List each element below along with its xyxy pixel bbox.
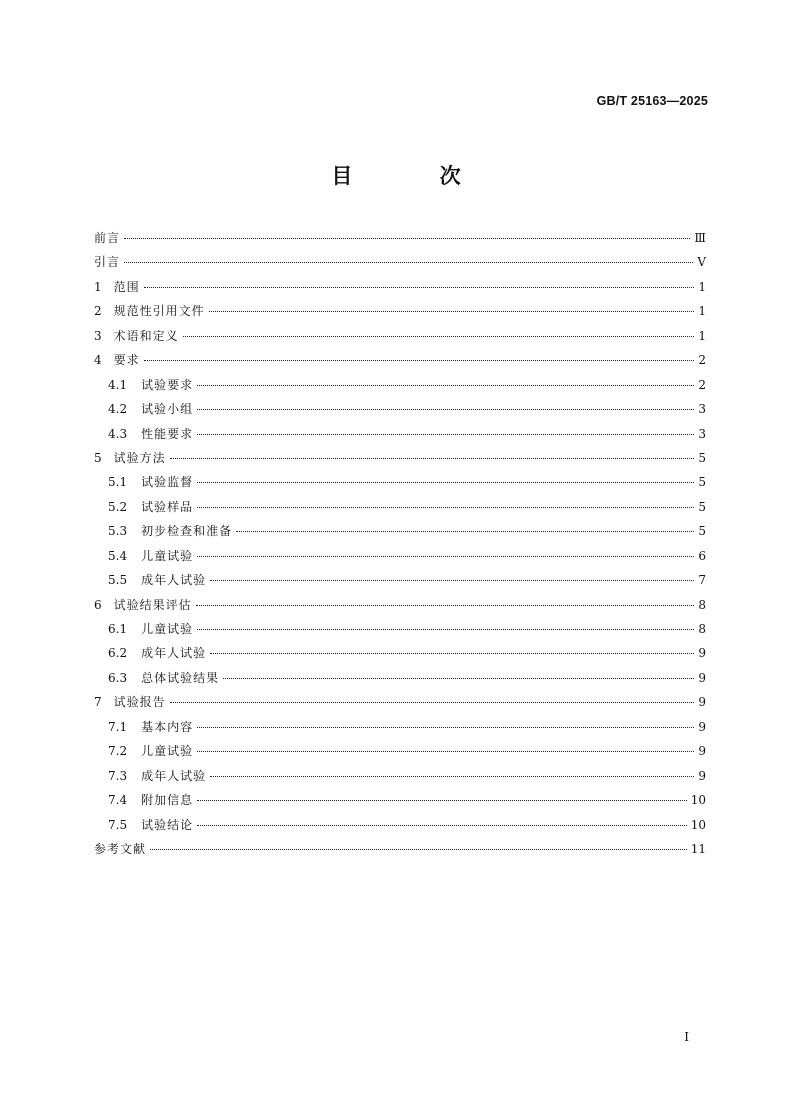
dot-leader <box>170 702 695 703</box>
dot-leader <box>223 678 694 679</box>
toc-entry[interactable] <box>94 324 706 348</box>
dot-leader <box>209 311 695 312</box>
toc-entry[interactable] <box>94 593 706 617</box>
toc-entry-page: 9 <box>698 695 706 710</box>
toc-entry[interactable] <box>94 764 706 788</box>
toc-entry-page: 5 <box>698 499 706 514</box>
dot-leader <box>150 849 687 850</box>
toc-entry[interactable] <box>94 739 706 763</box>
toc-entry-label: 试验方法 <box>113 450 166 465</box>
toc-entry-label: 基本内容 <box>141 719 194 734</box>
toc-entry-label: 规范性引用文件 <box>113 304 205 319</box>
toc-entry-label: 试验小组 <box>141 402 194 417</box>
toc-entry-number: 6.2 <box>108 646 128 661</box>
toc-entry-number: 5.5 <box>108 573 128 588</box>
toc-entry[interactable] <box>94 788 706 812</box>
toc-entry-number: 5.4 <box>108 548 128 563</box>
toc-entry-page: 2 <box>698 377 706 392</box>
dot-leader <box>197 434 694 435</box>
toc-entry-page: 1 <box>698 279 706 294</box>
dot-leader <box>197 409 694 410</box>
toc-entry-label: 性能要求 <box>141 426 194 441</box>
toc-entry-number: 4.2 <box>108 402 128 417</box>
dot-leader <box>197 556 694 557</box>
dot-leader <box>197 800 687 801</box>
toc-entry[interactable] <box>94 715 706 739</box>
toc-entry-page: 1 <box>698 304 706 319</box>
toc-entry-number: 3 <box>94 328 102 343</box>
toc-entry-label: 儿童试验 <box>141 622 194 636</box>
toc-entry-label: 总体试验结果 <box>141 670 220 685</box>
toc-entry-number: 7 <box>94 695 102 710</box>
toc-entry-number: 5.1 <box>108 475 128 490</box>
toc-entry-label: 儿童试验 <box>141 548 194 563</box>
toc-entry[interactable] <box>94 348 706 372</box>
toc-entry-number: 6 <box>94 597 102 612</box>
toc-entry-label: 试验结论 <box>141 817 194 832</box>
toc-entry-label: 参考文献 <box>94 841 147 856</box>
toc-entry-number: 7.5 <box>108 817 128 832</box>
toc-entry-page: 9 <box>698 670 706 685</box>
toc-entry-label: 成年人试验 <box>141 573 207 588</box>
toc-entry[interactable] <box>94 690 706 714</box>
toc-entry-label: 术语和定义 <box>113 328 179 343</box>
toc-entry-label: 试验样品 <box>141 499 194 514</box>
toc-entry-page: 5 <box>698 524 706 539</box>
toc-entry-page: 8 <box>698 622 706 636</box>
toc-entry-number: 5.3 <box>108 524 128 539</box>
toc-entry[interactable] <box>94 666 706 690</box>
dot-leader <box>124 238 690 239</box>
toc-entry[interactable] <box>94 813 706 837</box>
toc-entry-number: 1 <box>94 279 102 294</box>
toc-entry-number: 5 <box>94 450 102 465</box>
toc-entry-page: 2 <box>698 353 706 368</box>
dot-leader <box>196 605 695 606</box>
toc-entry[interactable] <box>94 544 706 568</box>
toc-entry-number: 7.2 <box>108 744 128 759</box>
toc-entry-number: 4 <box>94 353 102 368</box>
toc-entry-page: Ⅲ <box>694 231 706 245</box>
toc-entry-page: 1 <box>698 328 706 343</box>
dot-leader <box>197 727 694 728</box>
toc-entry-page: 11 <box>690 841 706 856</box>
toc-entry-page: 3 <box>698 426 706 441</box>
toc-entry-label: 引言 <box>94 255 121 270</box>
dot-leader <box>144 360 695 361</box>
toc-entry-number: 2 <box>94 304 102 319</box>
toc-entry-label: 试验要求 <box>141 377 194 392</box>
table-of-contents <box>94 226 706 861</box>
toc-entry-page: 6 <box>698 548 706 563</box>
dot-leader <box>197 482 694 483</box>
toc-entry[interactable] <box>94 422 706 446</box>
dot-leader <box>170 458 695 459</box>
toc-entry[interactable] <box>94 226 706 250</box>
toc-entry[interactable] <box>94 275 706 299</box>
dot-leader <box>197 385 694 386</box>
dot-leader <box>210 776 694 777</box>
toc-entry-number: 6.1 <box>108 622 128 636</box>
toc-entry[interactable] <box>94 495 706 519</box>
toc-entry-page: 3 <box>698 402 706 417</box>
toc-entry-page: 9 <box>698 744 706 759</box>
toc-entry-number: 7.3 <box>108 768 128 783</box>
toc-entry-page: 9 <box>698 719 706 734</box>
toc-entry-page: 10 <box>690 817 706 832</box>
toc-entry-page: 5 <box>698 450 706 465</box>
toc-entry[interactable] <box>94 641 706 665</box>
toc-entry-number: 6.3 <box>108 670 128 685</box>
dot-leader <box>197 825 687 826</box>
toc-entry-label: 初步检查和准备 <box>141 524 233 539</box>
toc-entry[interactable] <box>94 519 706 543</box>
toc-entry-number: 4.1 <box>108 377 128 392</box>
toc-entry-label: 试验结果评估 <box>113 597 192 612</box>
toc-entry-label: 前言 <box>94 231 121 245</box>
standard-code: GB/T 25163—2025 <box>596 94 708 108</box>
toc-entry-page: 8 <box>698 597 706 612</box>
toc-entry-label: 成年人试验 <box>141 646 207 661</box>
dot-leader <box>236 531 694 532</box>
toc-entry-page: 5 <box>698 475 706 490</box>
toc-entry-number: 7.4 <box>108 793 128 808</box>
dot-leader <box>210 653 694 654</box>
toc-entry[interactable] <box>94 470 706 494</box>
toc-entry-page: 7 <box>698 573 706 588</box>
toc-entry-number: 4.3 <box>108 426 128 441</box>
toc-entry-page: Ⅴ <box>697 255 706 270</box>
toc-entry[interactable] <box>94 837 706 861</box>
toc-entry-label: 试验报告 <box>113 695 166 710</box>
dot-leader <box>197 629 694 630</box>
toc-entry[interactable] <box>94 446 706 470</box>
dot-leader <box>183 336 695 337</box>
toc-entry-label: 范围 <box>113 279 140 294</box>
dot-leader <box>144 287 695 288</box>
toc-entry-label: 要求 <box>113 353 140 368</box>
toc-entry-label: 附加信息 <box>141 793 194 808</box>
toc-entry-label: 儿童试验 <box>141 744 194 759</box>
page-number: Ⅰ <box>684 1030 689 1044</box>
toc-entry-label: 成年人试验 <box>141 768 207 783</box>
dot-leader <box>197 507 694 508</box>
toc-entry-page: 9 <box>698 646 706 661</box>
toc-entry[interactable] <box>94 568 706 592</box>
toc-entry[interactable] <box>94 617 706 641</box>
toc-entry-page: 10 <box>690 793 706 808</box>
toc-entry[interactable] <box>94 373 706 397</box>
toc-entry[interactable] <box>94 250 706 274</box>
toc-entry-label: 试验监督 <box>141 475 194 490</box>
dot-leader <box>124 262 693 263</box>
toc-entry-number: 5.2 <box>108 499 128 514</box>
toc-entry[interactable] <box>94 397 706 421</box>
page-title: 目 次 <box>331 164 501 188</box>
toc-entry-page: 9 <box>698 768 706 783</box>
toc-entry-number: 7.1 <box>108 719 128 734</box>
dot-leader <box>197 751 694 752</box>
dot-leader <box>210 580 694 581</box>
toc-entry[interactable] <box>94 299 706 323</box>
